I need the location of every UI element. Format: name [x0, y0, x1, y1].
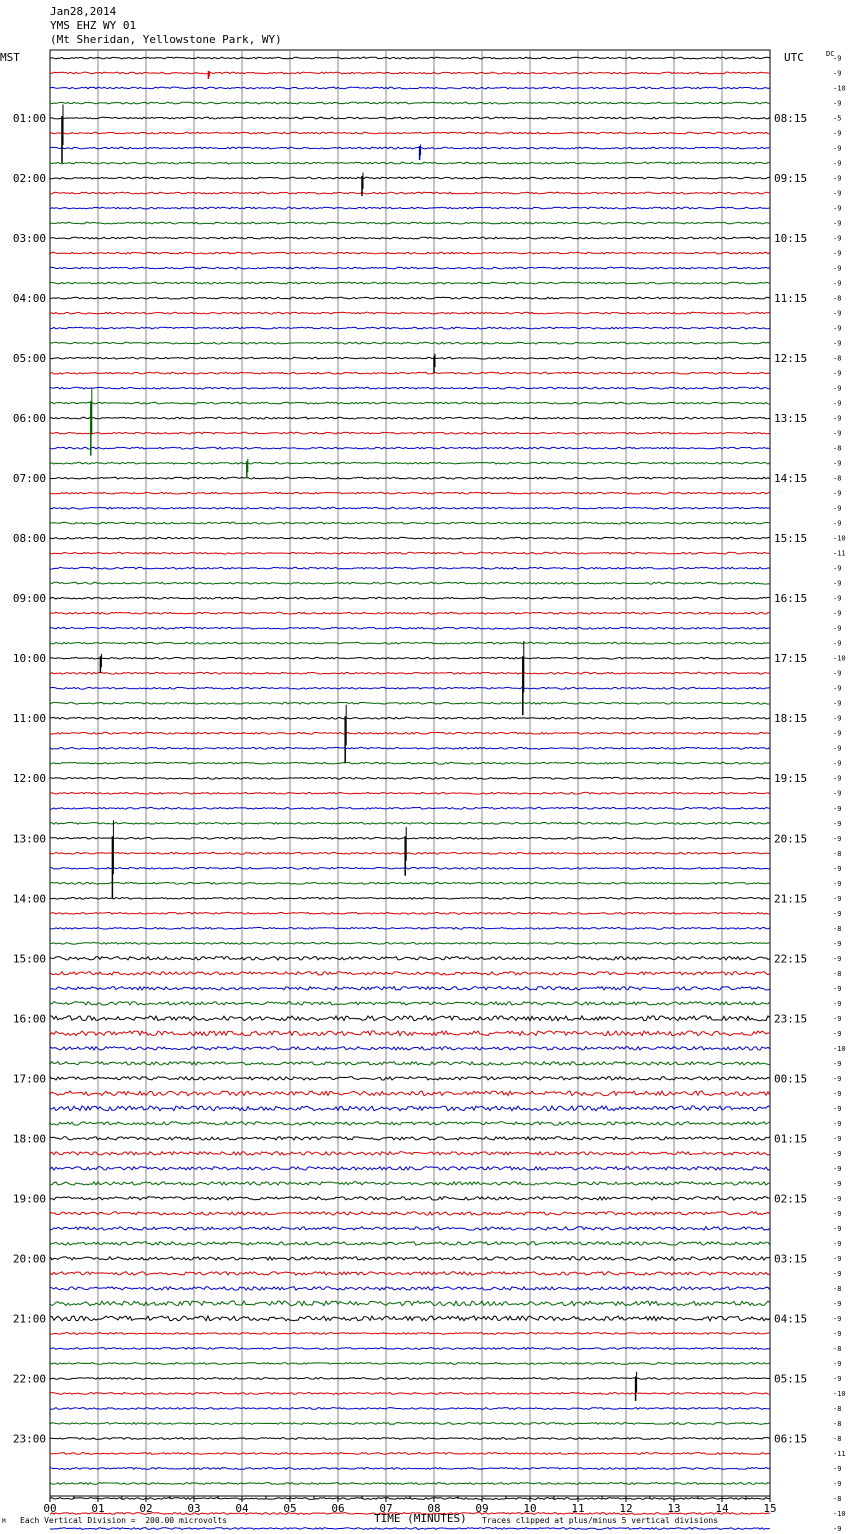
header-station: YMS EHZ WY 01: [50, 19, 137, 32]
trace-line: [50, 1272, 770, 1275]
trace-line: [50, 72, 770, 74]
mst-hour-label: 05:00: [12, 352, 46, 366]
mst-hour-label: 23:00: [12, 1432, 46, 1446]
dc-offset-label: -9: [833, 324, 842, 333]
dc-offset-label: -9: [833, 1479, 842, 1488]
trace-line: [50, 1468, 770, 1470]
trace-line: [50, 222, 770, 224]
right-timezone-label: UTC: [784, 51, 804, 64]
utc-hour-label: 17:15: [774, 652, 808, 666]
dc-offset-label: -9: [833, 624, 842, 633]
trace-line: [50, 822, 770, 824]
dc-offset-label: -9: [833, 954, 842, 963]
utc-hour-label: 16:15: [774, 592, 808, 606]
utc-hour-label: 04:15: [774, 1312, 808, 1326]
trace-line: [50, 327, 770, 329]
utc-hour-label: 09:15: [774, 172, 808, 186]
trace-line: [50, 1031, 770, 1036]
dc-offset-label: -9: [833, 1089, 842, 1098]
dc-offset-label: -9: [833, 939, 842, 948]
trace-line: [50, 522, 770, 524]
trace-line: [50, 582, 770, 584]
dc-offset-label: -10: [833, 1509, 846, 1518]
dc-offset-label: -8: [833, 444, 842, 453]
mst-hour-label: 07:00: [12, 472, 46, 486]
mst-hour-label: 18:00: [12, 1132, 46, 1146]
mst-hour-label: 01:00: [12, 112, 46, 126]
trace-line: [50, 537, 770, 539]
utc-hour-label: 13:15: [774, 412, 808, 426]
dc-offset-label: -9: [833, 1074, 842, 1083]
trace-line: [50, 192, 770, 194]
trace-line: [50, 987, 770, 990]
dc-label: DC: [826, 50, 835, 58]
mst-hour-label: 22:00: [12, 1372, 46, 1386]
dc-offset-label: -9: [833, 819, 842, 828]
x-tick-label: 10: [523, 1502, 537, 1515]
utc-hour-label: 02:15: [774, 1192, 808, 1206]
dc-offset-label: -9: [833, 459, 842, 468]
trace-line: [50, 912, 770, 914]
trace-line: [50, 432, 770, 434]
dc-offset-label: -9: [833, 1329, 842, 1338]
dc-offset-label: -8: [833, 1284, 842, 1293]
dc-offset-label: -9: [833, 519, 842, 528]
utc-hour-label: 23:15: [774, 1012, 808, 1026]
dc-offset-label: -11: [833, 1449, 846, 1458]
dc-offset-label: -8: [833, 924, 842, 933]
trace-line: [50, 1316, 770, 1321]
dc-offset-label: -9: [833, 639, 842, 648]
utc-hour-label: 18:15: [774, 712, 808, 726]
trace-line: [50, 447, 770, 449]
x-tick-label: 11: [571, 1502, 585, 1515]
dc-offset-label: -9: [833, 864, 842, 873]
trace-line: [50, 672, 770, 674]
dc-offset-label: -9: [833, 219, 842, 228]
dc-offset-label: -9: [833, 1104, 842, 1113]
trace-line: [50, 1348, 770, 1350]
trace-line: [50, 237, 770, 239]
trace-line: [50, 732, 770, 734]
dc-offset-label: -10: [833, 1044, 846, 1053]
dc-offset-label: -9: [833, 1299, 842, 1308]
x-tick-label: 05: [283, 1502, 297, 1515]
trace-line: [50, 612, 770, 614]
dc-offset-label: -9: [833, 504, 842, 513]
mst-hour-label: 20:00: [12, 1252, 46, 1266]
utc-hour-label: 06:15: [774, 1432, 808, 1446]
trace-line: [50, 1453, 770, 1455]
mst-hour-label: 10:00: [12, 652, 46, 666]
trace-line: [50, 942, 770, 944]
x-tick-label: 00: [43, 1502, 57, 1515]
dc-offset-label: -9: [833, 1014, 842, 1023]
mst-hour-label: 17:00: [12, 1072, 46, 1086]
mst-hour-label: 08:00: [12, 532, 46, 546]
trace-line: [50, 477, 770, 479]
utc-hour-label: 01:15: [774, 1132, 808, 1146]
trace-line: [50, 897, 770, 899]
dc-offset-label: -9: [833, 699, 842, 708]
trace-line: [50, 642, 770, 644]
dc-offset-label: -9: [833, 1149, 842, 1158]
utc-hour-label: 12:15: [774, 352, 808, 366]
trace-line: [50, 972, 770, 975]
utc-hour-label: 08:15: [774, 112, 808, 126]
trace-line: [50, 1378, 770, 1380]
trace-line: [50, 1287, 770, 1290]
x-tick-label: 13: [667, 1502, 681, 1515]
dc-offset-label: -9: [833, 804, 842, 813]
dc-offset-label: -9: [833, 609, 842, 618]
mst-hour-label: 16:00: [12, 1012, 46, 1026]
trace-line: [50, 597, 770, 599]
dc-offset-label: -9: [833, 1029, 842, 1038]
utc-hour-label: 05:15: [774, 1372, 808, 1386]
dc-offset-label: -8: [833, 1434, 842, 1443]
mst-hour-label: 15:00: [12, 952, 46, 966]
mst-hour-label: 04:00: [12, 292, 46, 306]
dc-offset-label: -9: [833, 1464, 842, 1473]
trace-line: [50, 1408, 770, 1410]
trace-line: [50, 177, 770, 179]
dc-offset-label: -9: [833, 1374, 842, 1383]
dc-offset-label: -9: [833, 99, 842, 108]
dc-offset-label: -9: [833, 999, 842, 1008]
trace-line: [50, 1106, 770, 1111]
dc-offset-label: -8: [833, 1494, 842, 1503]
dc-offset-label: -9: [833, 429, 842, 438]
dc-offset-label: -9: [833, 54, 842, 63]
trace-line: [50, 1438, 770, 1440]
dc-offset-label: -8: [833, 354, 842, 363]
dc-offset-label: -9: [833, 1239, 842, 1248]
dc-offset-label: -9: [833, 1164, 842, 1173]
trace-line: [50, 402, 770, 404]
dc-offset-label: -10: [833, 534, 846, 543]
trace-line: [50, 717, 770, 719]
dc-offset-label: -9: [833, 759, 842, 768]
plot-frame: [50, 50, 770, 1496]
trace-line: [50, 777, 770, 779]
trace-line: [50, 1483, 770, 1485]
trace-line: [50, 492, 770, 494]
dc-offset-label: -9: [833, 249, 842, 258]
x-tick-label: 12: [619, 1502, 633, 1515]
trace-line: [50, 162, 770, 164]
header-date: Jan28,2014: [50, 5, 117, 18]
utc-hour-label: 15:15: [774, 532, 808, 546]
dc-offset-label: -9: [833, 684, 842, 693]
trace-line: [50, 762, 770, 764]
utc-hour-label: 19:15: [774, 772, 808, 786]
trace-line: [50, 1016, 770, 1021]
mst-hour-label: 21:00: [12, 1312, 46, 1326]
trace-line: [50, 1212, 770, 1215]
trace-line: [50, 282, 770, 284]
trace-line: [50, 1062, 770, 1065]
trace-line: [50, 792, 770, 794]
trace-line: [50, 1137, 770, 1140]
trace-line: [50, 882, 770, 884]
trace-line: [50, 87, 770, 89]
trace-line: [50, 627, 770, 629]
trace-line: [50, 252, 770, 254]
dc-offset-label: -9: [833, 1224, 842, 1233]
trace-line: [50, 1077, 770, 1080]
dc-offset-label: -9: [833, 1179, 842, 1188]
dc-offset-label: -9: [833, 204, 842, 213]
dc-offset-label: -9: [833, 69, 842, 78]
x-tick-label: 14: [715, 1502, 729, 1515]
footer-corner-mark: M: [2, 1518, 6, 1525]
utc-hour-label: 10:15: [774, 232, 808, 246]
trace-line: [50, 867, 770, 869]
trace-line: [50, 1528, 770, 1530]
trace-line: [50, 312, 770, 314]
mst-hour-label: 19:00: [12, 1192, 46, 1206]
dc-offset-label: -9: [833, 909, 842, 918]
dc-offset-label: -9: [833, 489, 842, 498]
dc-offset-label: -10: [833, 84, 846, 93]
trace-line: [50, 417, 770, 419]
trace-line: [50, 297, 770, 299]
dc-offset-label: -9: [833, 984, 842, 993]
dc-offset-label: -10: [833, 654, 846, 663]
dc-offset-label: -9: [833, 159, 842, 168]
dc-offset-label: -9: [833, 279, 842, 288]
x-tick-label: 15: [763, 1502, 777, 1515]
dc-offset-label: -8: [833, 969, 842, 978]
trace-line: [50, 927, 770, 929]
trace-line: [50, 1047, 770, 1050]
trace-line: [50, 837, 770, 839]
x-tick-label: 04: [235, 1502, 249, 1515]
x-tick-label: 07: [379, 1502, 393, 1515]
x-tick-label: 02: [139, 1502, 153, 1515]
dc-offset-label: -9: [833, 774, 842, 783]
dc-offset-label: -9: [833, 744, 842, 753]
trace-line: [50, 687, 770, 689]
dc-offset-label: -9: [833, 309, 842, 318]
utc-hour-label: 22:15: [774, 952, 808, 966]
trace-line: [50, 1182, 770, 1185]
x-tick-label: 09: [475, 1502, 489, 1515]
header-location: (Mt Sheridan, Yellowstone Park, WY): [50, 33, 282, 46]
dc-offset-label: -9: [833, 174, 842, 183]
dc-offset-label: -9: [833, 1119, 842, 1128]
trace-line: [50, 387, 770, 389]
x-tick-label: 01: [91, 1502, 105, 1515]
dc-offset-label: -9: [833, 144, 842, 153]
trace-line: [50, 1091, 770, 1096]
trace-line: [50, 852, 770, 854]
trace-line: [50, 1242, 770, 1245]
trace-line: [50, 702, 770, 704]
dc-offset-label: -11: [833, 549, 846, 558]
trace-line: [50, 1197, 770, 1200]
x-tick-label: 03: [187, 1502, 201, 1515]
trace-line: [50, 1167, 770, 1170]
dc-offset-label: -9: [833, 369, 842, 378]
trace-line: [50, 1002, 770, 1005]
dc-offset-label: -9: [833, 1359, 842, 1368]
trace-line: [50, 57, 770, 59]
mst-hour-label: 02:00: [12, 172, 46, 186]
utc-hour-label: 11:15: [774, 292, 808, 306]
trace-line: [50, 132, 770, 134]
dc-offset-label: -9: [833, 1194, 842, 1203]
dc-offset-label: -8: [833, 1344, 842, 1353]
dc-offset-label: -9: [833, 729, 842, 738]
trace-line: [50, 1227, 770, 1230]
dc-offset-label: -9: [833, 414, 842, 423]
footer-clip-note: Traces clipped at plus/minus 5 vertical divisions: [482, 1516, 719, 1525]
dc-offset-label: -9: [833, 1209, 842, 1218]
trace-line: [50, 102, 770, 104]
dc-offset-label: -8: [833, 294, 842, 303]
trace-line: [50, 267, 770, 269]
dc-offset-label: -9: [833, 1134, 842, 1143]
trace-line: [50, 1363, 770, 1365]
trace-line: [50, 357, 770, 359]
dc-offset-label: -9: [833, 879, 842, 888]
dc-offset-label: -9: [833, 339, 842, 348]
trace-line: [50, 1122, 770, 1125]
trace-line: [50, 507, 770, 509]
utc-hour-label: 14:15: [774, 472, 808, 486]
mst-hour-label: 03:00: [12, 232, 46, 246]
dc-offset-label: -9: [833, 789, 842, 798]
trace-line: [50, 1423, 770, 1425]
trace-line: [50, 957, 770, 960]
mst-hour-label: 13:00: [12, 832, 46, 846]
dc-offset-label: -9: [833, 1524, 842, 1533]
trace-line: [50, 147, 770, 149]
x-axis-title: TIME (MINUTES): [374, 1512, 467, 1525]
trace-line: [50, 1152, 770, 1155]
mst-hour-label: 14:00: [12, 892, 46, 906]
dc-offset-label: -9: [833, 234, 842, 243]
mst-hour-label: 09:00: [12, 592, 46, 606]
utc-hour-label: 20:15: [774, 832, 808, 846]
utc-hour-label: 00:15: [774, 1072, 808, 1086]
dc-offset-label: -9: [833, 399, 842, 408]
dc-offset-label: -9: [833, 264, 842, 273]
trace-line: [50, 117, 770, 119]
dc-offset-label: -9: [833, 714, 842, 723]
dc-offset-label: -8: [833, 1419, 842, 1428]
mst-hour-label: 06:00: [12, 412, 46, 426]
dc-offset-label: -9: [833, 384, 842, 393]
utc-hour-label: 21:15: [774, 892, 808, 906]
dc-offset-label: -10: [833, 1389, 846, 1398]
left-timezone-label: MST: [0, 51, 20, 64]
trace-line: [50, 567, 770, 569]
dc-offset-label: -8: [833, 474, 842, 483]
dc-offset-label: -9: [833, 894, 842, 903]
trace-line: [50, 1301, 770, 1306]
dc-offset-label: -9: [833, 1314, 842, 1323]
trace-line: [50, 1257, 770, 1260]
mst-hour-label: 11:00: [12, 712, 46, 726]
dc-offset-label: -9: [833, 1059, 842, 1068]
trace-line: [50, 207, 770, 209]
dc-offset-label: -9: [833, 669, 842, 678]
trace-line: [50, 372, 770, 374]
mst-hour-label: 12:00: [12, 772, 46, 786]
trace-line: [50, 1393, 770, 1395]
trace-line: [50, 807, 770, 809]
trace-line: [50, 552, 770, 554]
dc-offset-label: -9: [833, 594, 842, 603]
trace-line: [50, 657, 770, 659]
dc-offset-label: -9: [833, 189, 842, 198]
trace-line: [50, 1333, 770, 1335]
trace-line: [50, 462, 770, 464]
dc-offset-label: -9: [833, 579, 842, 588]
x-tick-label: 06: [331, 1502, 345, 1515]
utc-hour-label: 03:15: [774, 1252, 808, 1266]
dc-offset-label: -9: [833, 564, 842, 573]
dc-offset-label: -9: [833, 129, 842, 138]
dc-offset-label: -9: [833, 1269, 842, 1278]
footer-scale-note: Each Vertical Division = 200.00 microvolts: [20, 1516, 228, 1525]
dc-offset-label: -5: [833, 114, 842, 123]
trace-line: [50, 342, 770, 344]
trace-line: [50, 747, 770, 749]
dc-offset-label: -8: [833, 849, 842, 858]
dc-offset-label: -9: [833, 834, 842, 843]
dc-offset-label: -9: [833, 1254, 842, 1263]
x-tick-label: 08: [427, 1502, 441, 1515]
dc-offset-label: -8: [833, 1404, 842, 1413]
